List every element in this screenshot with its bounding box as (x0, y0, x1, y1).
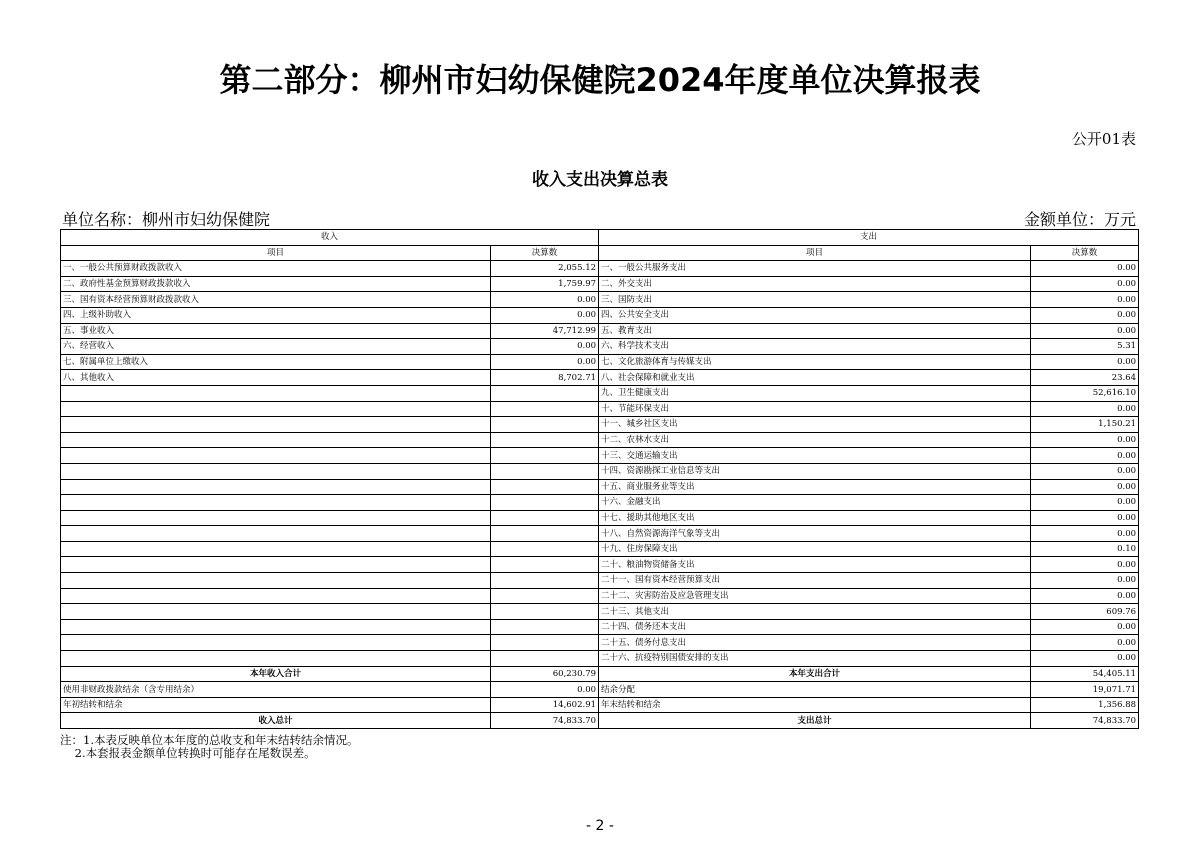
income-item: 年初结转和结余 (61, 697, 491, 713)
income-item (61, 526, 491, 542)
expense-amount: 0.00 (1031, 261, 1139, 277)
income-item: 八、其他收入 (61, 370, 491, 386)
income-item (61, 619, 491, 635)
table-row (61, 510, 1139, 526)
expense-amount: 0.00 (1031, 619, 1139, 635)
income-item (61, 448, 491, 464)
income-amount: 0.00 (491, 682, 599, 698)
expense-grand-total-label: 支出总计 (599, 713, 1031, 729)
amount-unit: 金额单位：万元 (1023, 210, 1136, 229)
income-item (61, 651, 491, 667)
income-amount: 1,759.97 (491, 276, 599, 292)
expense-amount: 0.00 (1031, 307, 1139, 323)
table-row (61, 417, 1139, 433)
income-amount (491, 557, 599, 573)
table-row (61, 619, 1139, 635)
income-amount: 2,055.12 (491, 261, 599, 277)
expense-amount: 0.00 (1031, 354, 1139, 370)
income-amount (491, 448, 599, 464)
income-header: 收入 (61, 230, 599, 246)
expense-item: 十二、农林水支出 (599, 432, 1031, 448)
expense-amount: 0.00 (1031, 557, 1139, 573)
expense-amount: 0.00 (1031, 635, 1139, 651)
table-row (61, 479, 1139, 495)
income-item (61, 417, 491, 433)
table-row (61, 354, 1139, 370)
table-row (61, 495, 1139, 511)
expense-item: 十三、交通运输支出 (599, 448, 1031, 464)
income-amount (491, 510, 599, 526)
income-amount (491, 385, 599, 401)
expense-item: 十九、住房保障支出 (599, 541, 1031, 557)
income-amount (491, 401, 599, 417)
table-row (61, 557, 1139, 573)
expense-amount: 0.00 (1031, 526, 1139, 542)
income-amount: 0.00 (491, 339, 599, 355)
expense-item: 四、公共安全支出 (599, 307, 1031, 323)
expense-item: 二、外交支出 (599, 276, 1031, 292)
header-row-columns (61, 245, 1139, 261)
table-row (61, 401, 1139, 417)
expense-year-total-label: 本年支出合计 (599, 666, 1031, 682)
table-row (61, 307, 1139, 323)
income-item: 五、事业收入 (61, 323, 491, 339)
expense-item: 二十、粮油物资储备支出 (599, 557, 1031, 573)
income-item-header: 项目 (61, 245, 491, 261)
year-total-row (61, 666, 1139, 682)
expense-item: 六、科学技术支出 (599, 339, 1031, 355)
income-item (61, 510, 491, 526)
unit-name: 单位名称：柳州市妇幼保健院 (62, 210, 271, 229)
expense-item: 三、国防支出 (599, 292, 1031, 308)
income-item (61, 479, 491, 495)
expense-item: 十一、城乡社区支出 (599, 417, 1031, 433)
income-grand-total-label: 收入总计 (61, 713, 491, 729)
table-row (61, 261, 1139, 277)
expense-item: 一、一般公共服务支出 (599, 261, 1031, 277)
expense-year-total-amount: 54,405.11 (1031, 666, 1139, 682)
income-amount (491, 619, 599, 635)
income-amount (491, 635, 599, 651)
table-row (61, 432, 1139, 448)
income-item (61, 588, 491, 604)
expense-item: 十五、商业服务业等支出 (599, 479, 1031, 495)
expense-amount: 0.00 (1031, 651, 1139, 667)
income-item: 二、政府性基金预算财政拨款收入 (61, 276, 491, 292)
income-amount (491, 541, 599, 557)
expense-amount: 0.00 (1031, 510, 1139, 526)
header-row-section (61, 230, 1139, 246)
income-item (61, 432, 491, 448)
expense-amount: 0.00 (1031, 495, 1139, 511)
income-amount-header: 决算数 (491, 245, 599, 261)
expense-item-header: 项目 (599, 245, 1031, 261)
expense-amount: 0.00 (1031, 448, 1139, 464)
table-row (61, 697, 1139, 713)
grand-total-row (61, 713, 1139, 729)
income-item: 四、上级补助收入 (61, 307, 491, 323)
table-row (61, 385, 1139, 401)
table-row (61, 276, 1139, 292)
expense-amount: 1,356.88 (1031, 697, 1139, 713)
expense-item: 二十五、债务付息支出 (599, 635, 1031, 651)
income-amount: 8,702.71 (491, 370, 599, 386)
expense-amount: 5.31 (1031, 339, 1139, 355)
income-amount (491, 526, 599, 542)
table-row (61, 323, 1139, 339)
expense-item: 二十二、灾害防治及应急管理支出 (599, 588, 1031, 604)
expense-amount: 0.00 (1031, 276, 1139, 292)
income-amount: 47,712.99 (491, 323, 599, 339)
table-row (61, 588, 1139, 604)
income-amount (491, 604, 599, 620)
income-amount (491, 588, 599, 604)
income-item (61, 573, 491, 589)
table-row (61, 463, 1139, 479)
table-row (61, 339, 1139, 355)
expense-amount: 609.76 (1031, 604, 1139, 620)
income-amount: 0.00 (491, 354, 599, 370)
income-item (61, 557, 491, 573)
income-item (61, 463, 491, 479)
expense-item: 八、社会保障和就业支出 (599, 370, 1031, 386)
expense-item: 十、节能环保支出 (599, 401, 1031, 417)
footnote-1: 注：1.本表反映单位本年度的总收支和年末结转结余情况。 (60, 733, 359, 747)
income-amount (491, 479, 599, 495)
expense-item: 十七、援助其他地区支出 (599, 510, 1031, 526)
income-expense-table (60, 229, 1139, 729)
table-title: 收入支出决算总表 (532, 170, 668, 190)
table-row (61, 682, 1139, 698)
income-amount (491, 463, 599, 479)
income-item: 三、国有资本经营预算财政拨款收入 (61, 292, 491, 308)
expense-amount: 19,071.71 (1031, 682, 1139, 698)
income-item (61, 541, 491, 557)
income-item (61, 604, 491, 620)
table-row (61, 541, 1139, 557)
expense-item: 结余分配 (599, 682, 1031, 698)
footnote-2: 2.本套报表金额单位转换时可能存在尾数误差。 (60, 746, 316, 760)
income-amount: 0.00 (491, 307, 599, 323)
expense-header: 支出 (599, 230, 1139, 246)
footnotes (60, 734, 358, 760)
table-row (61, 635, 1139, 651)
income-amount (491, 417, 599, 433)
expense-item: 七、文化旅游体育与传媒支出 (599, 354, 1031, 370)
income-item: 使用非财政拨款结余（含专用结余） (61, 682, 491, 698)
income-amount (491, 651, 599, 667)
table-row (61, 526, 1139, 542)
table-row (61, 292, 1139, 308)
expense-item: 二十四、债务还本支出 (599, 619, 1031, 635)
expense-amount: 0.00 (1031, 401, 1139, 417)
income-item (61, 495, 491, 511)
expense-amount: 0.00 (1031, 292, 1139, 308)
income-item (61, 385, 491, 401)
expense-amount-header: 决算数 (1031, 245, 1139, 261)
expense-amount: 0.00 (1031, 432, 1139, 448)
expense-item: 九、卫生健康支出 (599, 385, 1031, 401)
table-row (61, 604, 1139, 620)
page-number: - 2 - (586, 818, 614, 834)
page-title: 第二部分：柳州市妇幼保健院2024年度单位决算报表 (219, 61, 981, 99)
expense-amount: 0.00 (1031, 463, 1139, 479)
expense-item: 十八、自然资源海洋气象等支出 (599, 526, 1031, 542)
table-row (61, 573, 1139, 589)
income-item (61, 401, 491, 417)
expense-item: 二十三、其他支出 (599, 604, 1031, 620)
expense-amount: 0.00 (1031, 479, 1139, 495)
expense-item: 五、教育支出 (599, 323, 1031, 339)
expense-amount: 0.10 (1031, 541, 1139, 557)
expense-amount: 0.00 (1031, 323, 1139, 339)
expense-item: 十六、金融支出 (599, 495, 1031, 511)
income-grand-total-amount: 74,833.70 (491, 713, 599, 729)
table-row (61, 370, 1139, 386)
table-row (61, 448, 1139, 464)
table-number: 公开01表 (1071, 130, 1136, 148)
expense-grand-total-amount: 74,833.70 (1031, 713, 1139, 729)
expense-amount: 0.00 (1031, 588, 1139, 604)
income-year-total-label: 本年收入合计 (61, 666, 491, 682)
income-year-total-amount: 60,230.79 (491, 666, 599, 682)
income-amount: 0.00 (491, 292, 599, 308)
expense-item: 二十六、抗疫特别国债安排的支出 (599, 651, 1031, 667)
expense-amount: 23.64 (1031, 370, 1139, 386)
income-amount (491, 495, 599, 511)
income-amount: 14,602.91 (491, 697, 599, 713)
expense-amount: 0.00 (1031, 573, 1139, 589)
income-amount (491, 573, 599, 589)
expense-item: 年末结转和结余 (599, 697, 1031, 713)
income-item: 六、经营收入 (61, 339, 491, 355)
expense-amount: 1,150.21 (1031, 417, 1139, 433)
income-item: 一、一般公共预算财政拨款收入 (61, 261, 491, 277)
table-row (61, 651, 1139, 667)
income-item (61, 635, 491, 651)
expense-item: 二十一、国有资本经营预算支出 (599, 573, 1031, 589)
income-item: 七、附属单位上缴收入 (61, 354, 491, 370)
expense-item: 十四、资源勘探工业信息等支出 (599, 463, 1031, 479)
expense-amount: 52,616.10 (1031, 385, 1139, 401)
income-amount (491, 432, 599, 448)
